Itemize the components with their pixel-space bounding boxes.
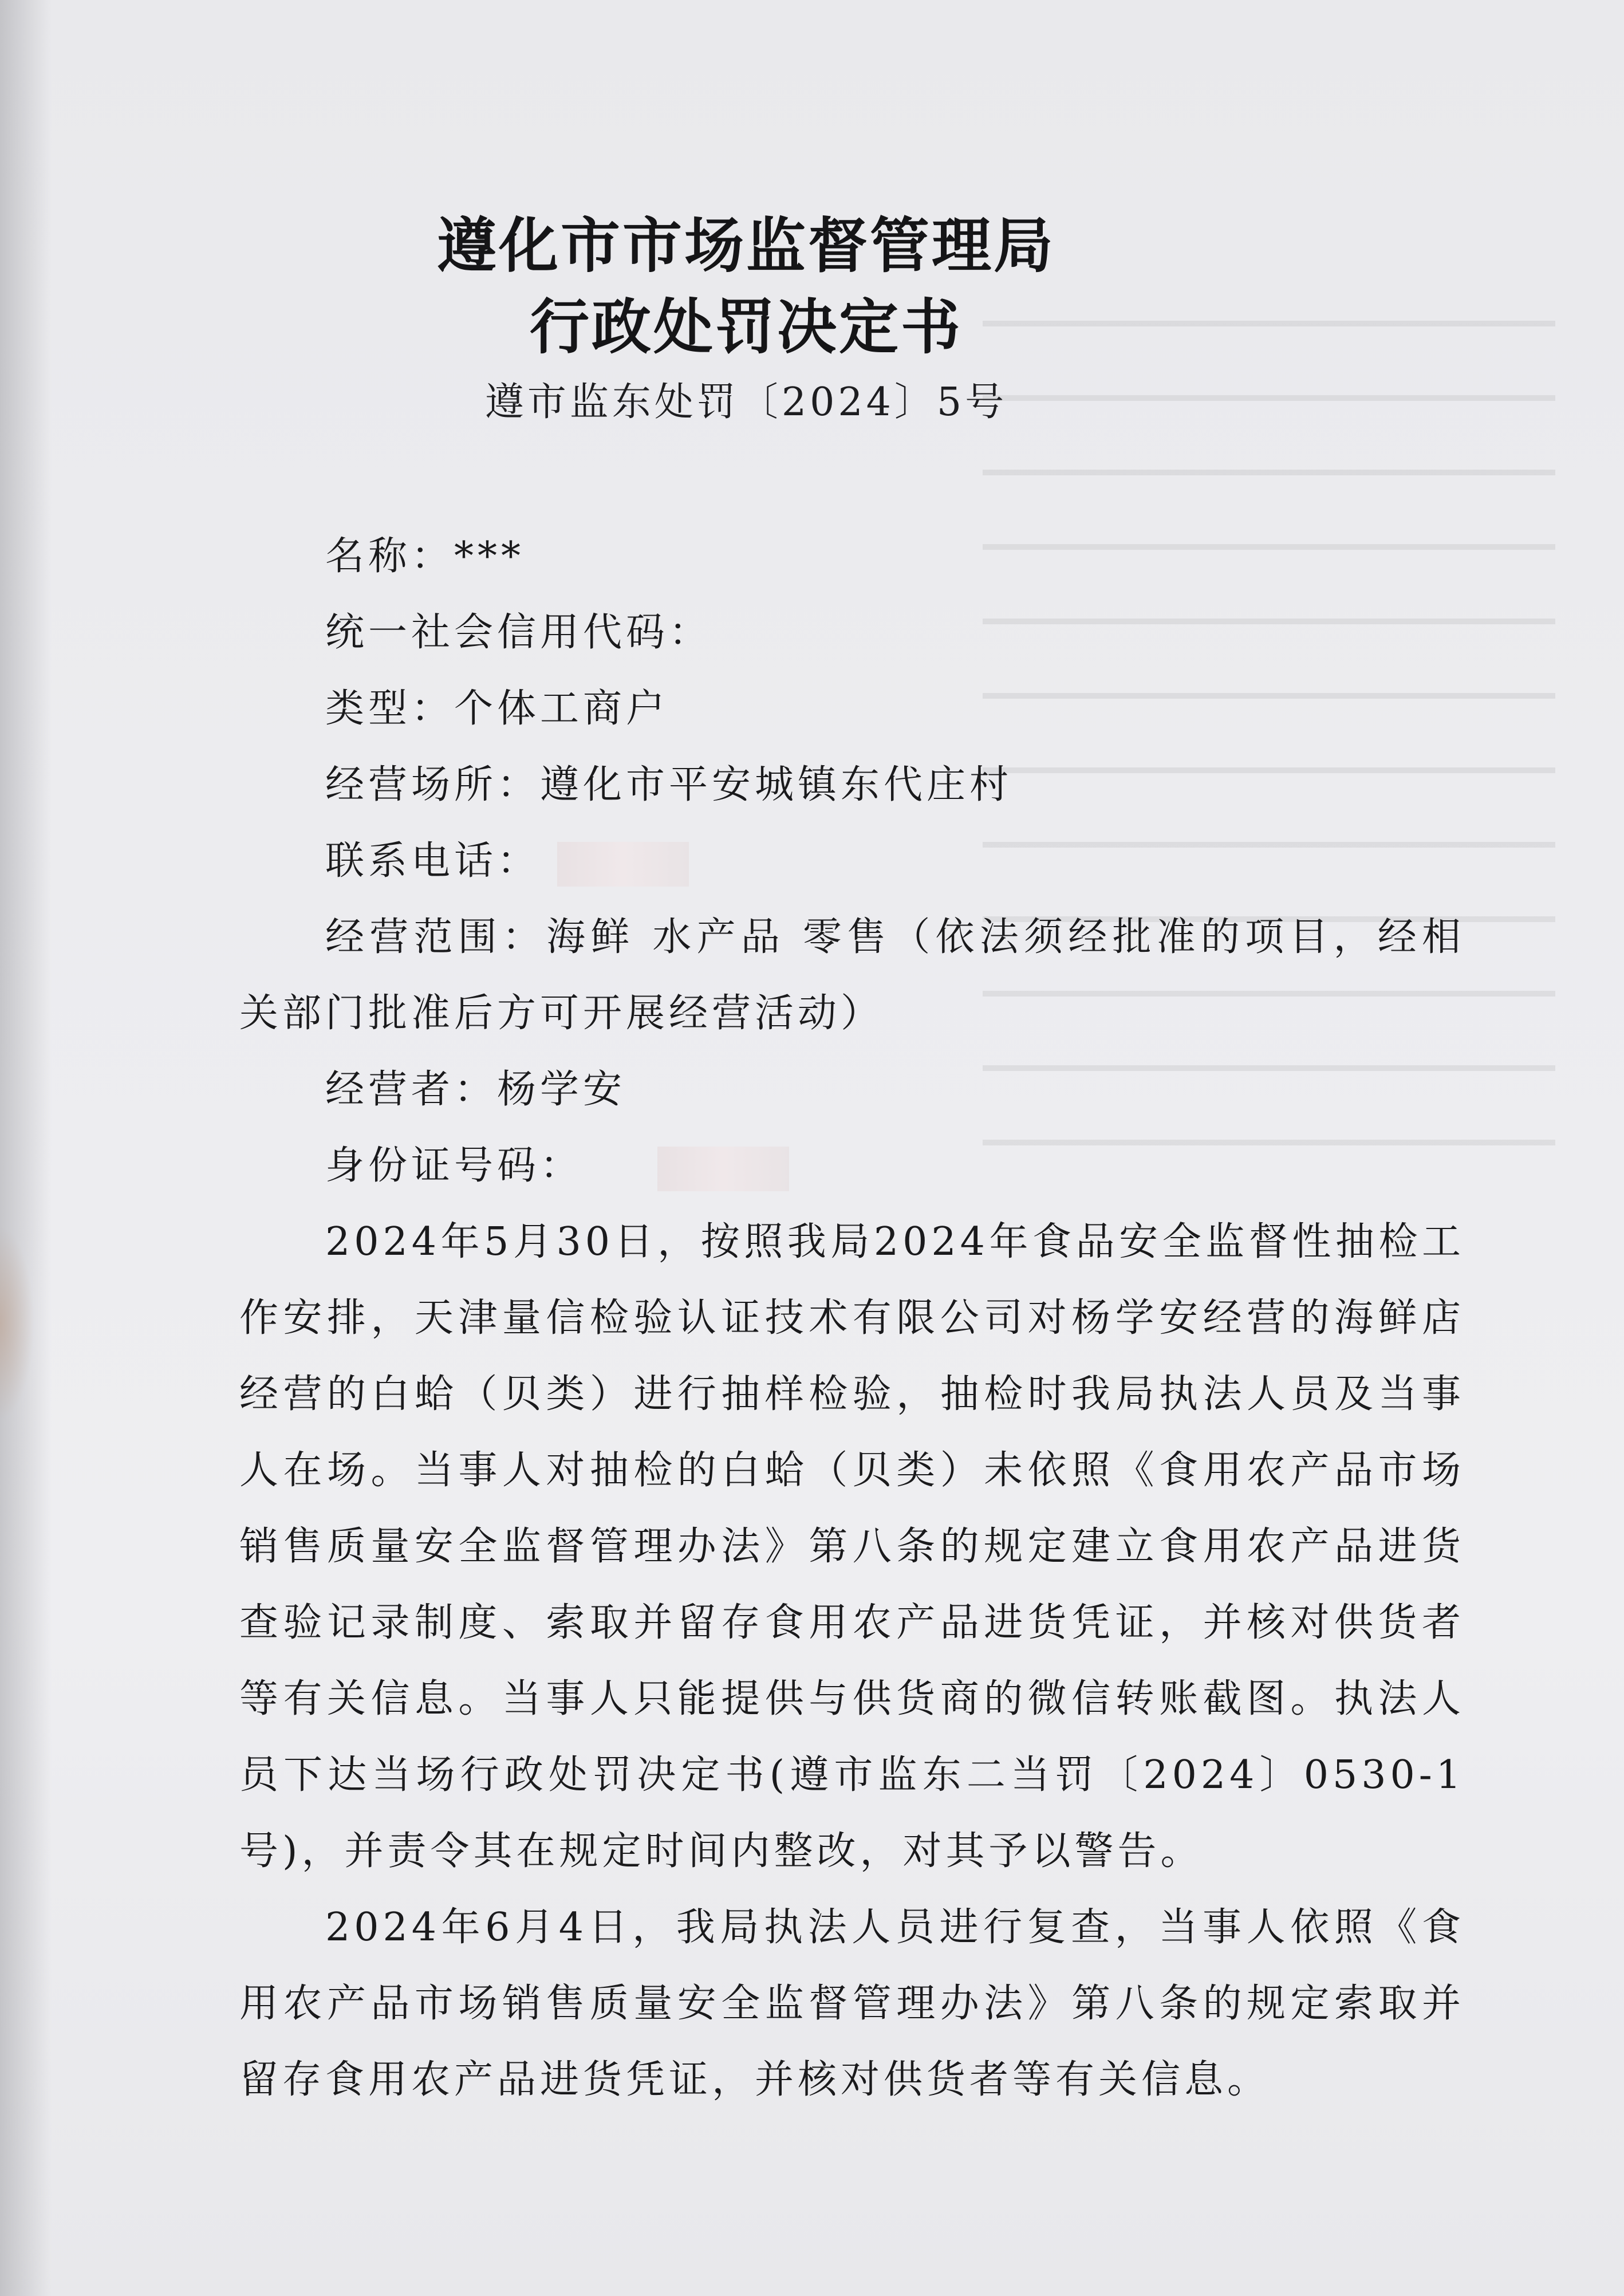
field-credit-code — [239, 594, 1465, 671]
field-premises — [239, 747, 1465, 823]
field-operator — [239, 1051, 1465, 1128]
document-body — [239, 518, 1465, 2118]
field-premises-text: 经营场所：遵化市平安城镇东代庄村 — [325, 762, 1013, 808]
document-title-agency: 遵化市市场监督管理局 — [436, 211, 1055, 281]
redacted-phone — [557, 842, 689, 887]
field-id-number — [239, 1128, 1465, 1204]
field-type-text: 类型：个体工商户 — [325, 686, 669, 731]
field-type — [239, 671, 1465, 747]
document-number: 遵市监东处罚〔2024〕5号 — [484, 380, 1008, 425]
field-credit-code-text: 统一社会信用代码： — [325, 610, 712, 655]
field-name — [239, 518, 1465, 594]
paragraph-inspection: 2024年5月30日，按照我局2024年食品安全监督性抽检工作安排，天津量信检验认证技术有限公司对杨学安经营的海鲜店经营的白蛤（贝类）进行抽样检验，抽检时我局执法人员及当事人在场。当事人对抽检的白蛤（贝类）未依照《食用农产品市场销售质量安全监督管理办法》第八条的规定建立食用农产品进货查验记录制度、索取并留存食用农产品进货凭证，并核对供货者等有关信息。当事人只能提供与供货商的微信转账截图。执法人员下达当场行政处罚决定书(遵市监东二当罚〔2024〕0530-1号)，并责令其在规定时间内整改，对其予以警告。 — [239, 1219, 1465, 1874]
field-operator-text: 经营者：杨学安 — [325, 1067, 626, 1112]
field-phone — [239, 823, 1465, 899]
field-phone-text: 联系电话： — [325, 838, 541, 884]
field-name-text: 名称：*** — [325, 534, 525, 579]
document-title-type: 行政处罚决定书 — [529, 292, 963, 362]
field-id-number-text: 身份证号码： — [325, 1143, 584, 1188]
page-edge-shadow — [0, 0, 52, 2296]
field-scope-text: 经营范围：海鲜 水产品 零售（依法须经批准的项目，经相关部门批准后方可开展经营活动） — [239, 915, 1465, 1036]
field-scope — [239, 899, 1465, 1051]
paragraph-reinspection: 2024年6月4日，我局执法人员进行复查，当事人依照《食用农产品市场销售质量安全监督管理办法》第八条的规定索取并留存食用农产品进货凭证，并核对供货者等有关信息。 — [239, 1905, 1465, 2102]
paper-stain — [0, 1226, 34, 1420]
redacted-id-number — [657, 1147, 789, 1191]
